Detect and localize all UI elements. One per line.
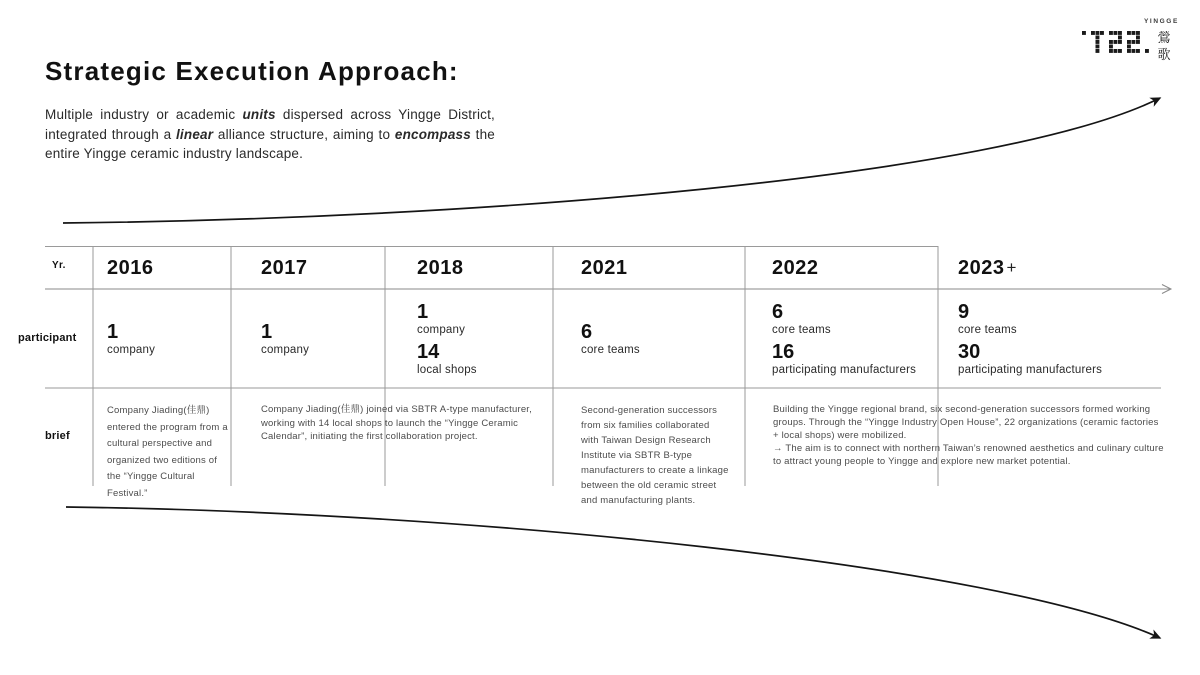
plus-sign: + bbox=[1006, 258, 1017, 277]
metric-unit: participating manufacturers bbox=[958, 363, 1103, 376]
metric-unit: core teams bbox=[772, 323, 831, 336]
metric-count: 14 bbox=[417, 340, 440, 363]
intro-emphasis-encompass: encompass bbox=[394, 126, 471, 142]
metric-count: 1 bbox=[261, 320, 273, 343]
metric-count: 6 bbox=[772, 300, 784, 323]
metric-unit: core teams bbox=[581, 343, 640, 356]
brief-2021: Second-generation successors from six families collaborated with Taiwan Design Research Institute via SBTR B-type manufacturers to create a linkage between the old ceramic street and manufacturing plants. bbox=[581, 405, 729, 506]
metric-unit: core teams bbox=[958, 323, 1017, 336]
participant-cell-2018 bbox=[417, 291, 547, 386]
metric-count: 6 bbox=[581, 320, 593, 343]
metric-count: 16 bbox=[772, 340, 795, 363]
metric-unit: company bbox=[107, 343, 156, 356]
year-2023-plus: 2023 + bbox=[958, 257, 1017, 279]
year-2018: 2018 bbox=[417, 257, 464, 279]
intro-seg: alliance structure, aiming to bbox=[213, 126, 395, 142]
metric-count: 30 bbox=[958, 340, 981, 363]
intro-seg: the entire Yingge ceramic industry landscape. bbox=[45, 126, 495, 161]
metric-count: 1 bbox=[417, 300, 429, 323]
metric-count: 1 bbox=[107, 320, 119, 343]
bottom-growth-arrow bbox=[66, 507, 1160, 638]
participant-cell-2017 bbox=[261, 291, 379, 386]
logo-zh-char-bottom: 歌 bbox=[1157, 46, 1171, 62]
participant-cell-2016 bbox=[107, 291, 225, 386]
metric-unit: company bbox=[417, 323, 466, 336]
brief-paragraph: → The aim is to connect with northern Taiwan’s renowned aesthetics and culinary culture to attract young people to Yingge and explore new market potential. bbox=[773, 443, 1164, 467]
brief-2022-2023 bbox=[773, 403, 1165, 468]
year-2017: 2017 bbox=[261, 257, 308, 279]
brief-2017: Company Jiading(佳鼎) joined via SBTR A-type manufacturer, working with 14 local shops to launch the “Yingge Ceramic Calendar”, initiating the first collaboration project. bbox=[261, 404, 532, 443]
year-2021: 2021 bbox=[581, 257, 628, 279]
metric-unit: participating manufacturers bbox=[772, 363, 917, 376]
metric-unit: local shops bbox=[417, 363, 477, 376]
logo-yingge-zh bbox=[1156, 30, 1172, 63]
row-label-brief: brief bbox=[45, 430, 70, 442]
brief-paragraph: Building the Yingge regional brand, six second-generation successors formed working groups. Through the “Yingge Industry Open House”, 22 organizations (ceramic factories + local shops) were mobilized. bbox=[773, 404, 1159, 441]
logo-yingge-en: YINGGE bbox=[1144, 18, 1179, 25]
year-2016: 2016 bbox=[107, 257, 154, 279]
row-label-participant: participant bbox=[18, 332, 77, 344]
year-2022: 2022 bbox=[772, 257, 819, 279]
intro-seg: dispersed across Yingge District, integrated through a bbox=[45, 107, 495, 142]
intro-seg: Multiple industry or academic bbox=[45, 107, 243, 122]
intro-emphasis-linear: linear bbox=[175, 126, 214, 142]
metric-count: 9 bbox=[958, 300, 970, 323]
participant-cell-2022 bbox=[772, 291, 937, 386]
intro-emphasis-units: units bbox=[242, 107, 276, 122]
metric-unit: company bbox=[261, 343, 310, 356]
page-title: Strategic Execution Approach: bbox=[45, 56, 459, 86]
year-axis-arrowhead bbox=[1162, 285, 1171, 294]
brief-2016: Company Jiading(佳鼎) entered the program from a cultural perspective and organized two editions of the “Yingge Cultural Festival.” bbox=[107, 405, 228, 499]
participant-cell-2023 bbox=[958, 291, 1158, 386]
row-label-year: Yr. bbox=[52, 260, 66, 271]
intro-paragraph bbox=[45, 105, 495, 164]
participant-cell-2021 bbox=[581, 291, 731, 386]
logo-zh-char-top: 鶯 bbox=[1157, 30, 1171, 45]
